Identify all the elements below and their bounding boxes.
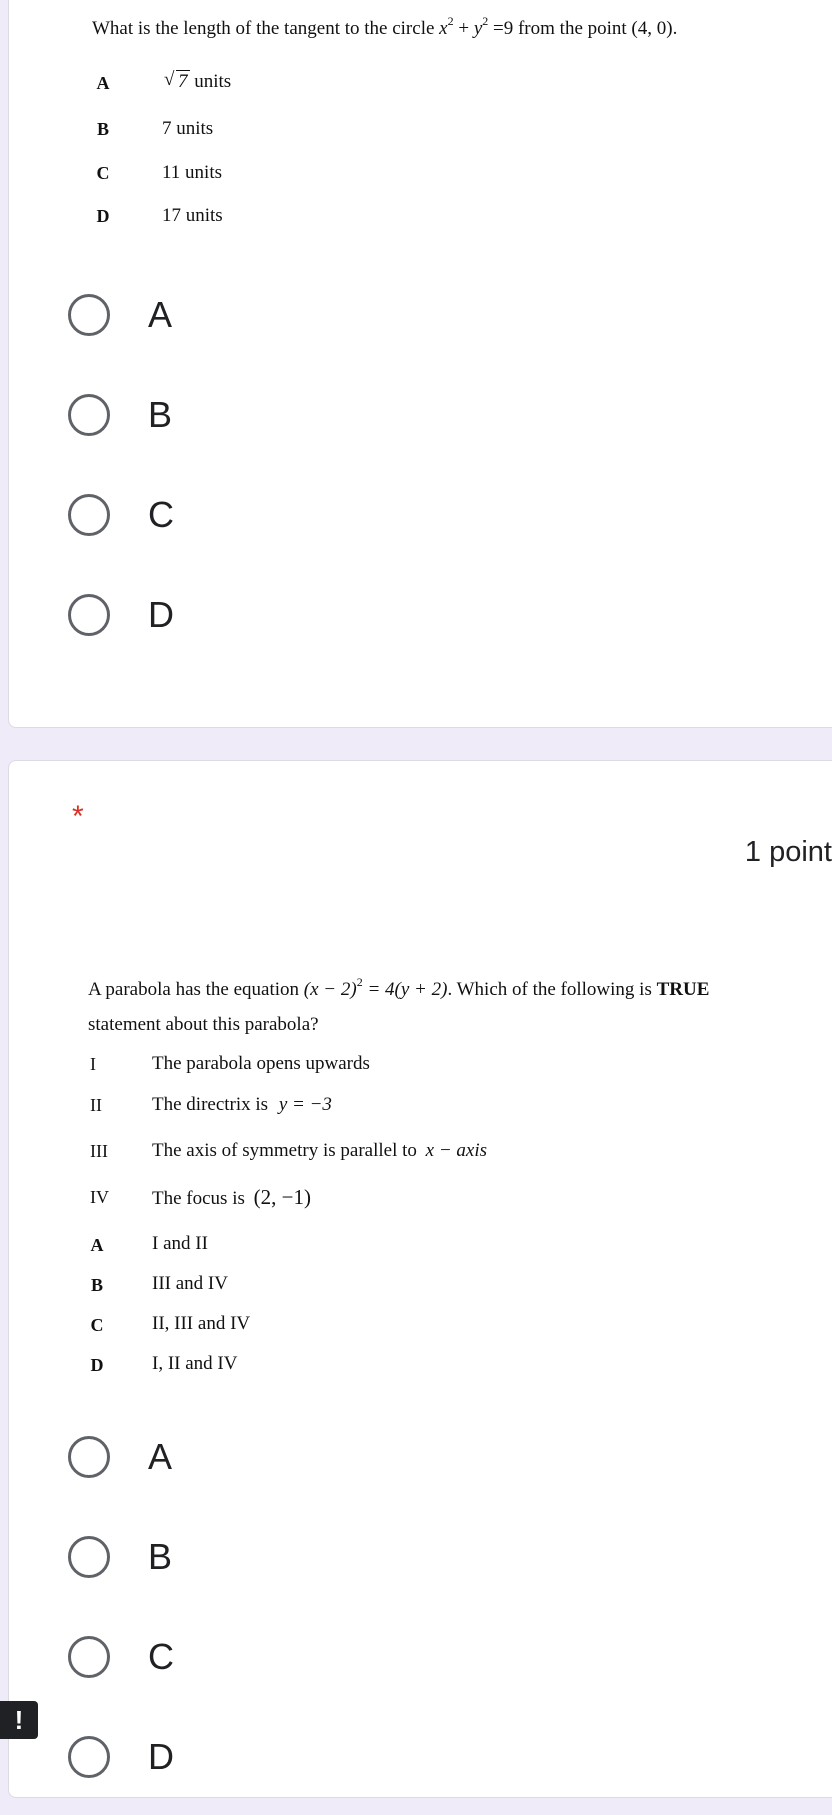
choice-letter-d: D: [96, 206, 110, 226]
statement-text-2: The directrix is y = −3: [152, 1094, 332, 1115]
radio-button-icon[interactable]: [68, 394, 110, 436]
radio-option-d[interactable]: D: [68, 1732, 174, 1782]
choice-letter-a: A: [96, 73, 110, 93]
radio-button-icon[interactable]: [68, 294, 110, 336]
statement-text-1: The parabola opens upwards: [152, 1053, 370, 1074]
radio-button-icon[interactable]: [68, 494, 110, 536]
radio-option-d[interactable]: D: [68, 590, 174, 640]
required-asterisk: *: [72, 800, 84, 833]
choice-letter-c: C: [96, 163, 110, 183]
choice-text-a: I and II: [152, 1233, 208, 1254]
radio-option-b[interactable]: B: [68, 1532, 172, 1582]
statement-numeral-1: I: [90, 1054, 96, 1074]
alert-icon[interactable]: !: [0, 1701, 38, 1739]
choice-letter-b: B: [96, 119, 109, 139]
choice-letter-c: C: [90, 1315, 104, 1335]
choice-text-c: II, III and IV: [152, 1313, 251, 1334]
choice-text-d: I, II and IV: [152, 1353, 238, 1374]
choice-text-b: 7 units: [162, 118, 214, 139]
radio-button-icon[interactable]: [68, 1636, 110, 1678]
statement-text-3: The axis of symmetry is parallel to x − axis: [152, 1140, 488, 1161]
choice-text-a: √ 7 units: [164, 69, 232, 92]
statement-numeral-2: II: [90, 1095, 102, 1115]
radio-option-c[interactable]: C: [68, 490, 174, 540]
radio-option-a[interactable]: A: [68, 290, 172, 340]
choice-text-d: 17 units: [162, 205, 223, 226]
statement-numeral-4: IV: [90, 1187, 109, 1207]
question-1-stem: What is the length of the tangent to the circle $x^2 + y^2 =9$ from the point (4, 0).: [92, 14, 678, 39]
statement-numeral-3: III: [90, 1141, 108, 1161]
radio-option-c[interactable]: C: [68, 1632, 174, 1682]
choice-letter-a: A: [90, 1235, 104, 1255]
choice-text-b: III and IV: [152, 1273, 228, 1294]
radio-button-icon[interactable]: [68, 1436, 110, 1478]
choice-text-c: 11 units: [162, 162, 222, 183]
radio-button-icon[interactable]: [68, 594, 110, 636]
statement-text-4: The focus is (2, −1): [152, 1185, 311, 1209]
radio-option-a[interactable]: A: [68, 1432, 172, 1482]
question-2-stem: A parabola has the equation $(x - 2)^2 = 4(y + 2)$. Which of the following is TRUE: [88, 975, 710, 1000]
sqrt-expression: √ 7: [164, 69, 188, 92]
radio-button-icon[interactable]: [68, 1736, 110, 1778]
question-2-stem-line2: statement about this parabola?: [88, 1014, 319, 1035]
choice-letter-b: B: [90, 1275, 103, 1295]
radio-option-b[interactable]: B: [68, 390, 172, 440]
choice-letter-d: D: [90, 1355, 104, 1375]
radio-button-icon[interactable]: [68, 1536, 110, 1578]
points-label: 1 point: [744, 836, 832, 868]
